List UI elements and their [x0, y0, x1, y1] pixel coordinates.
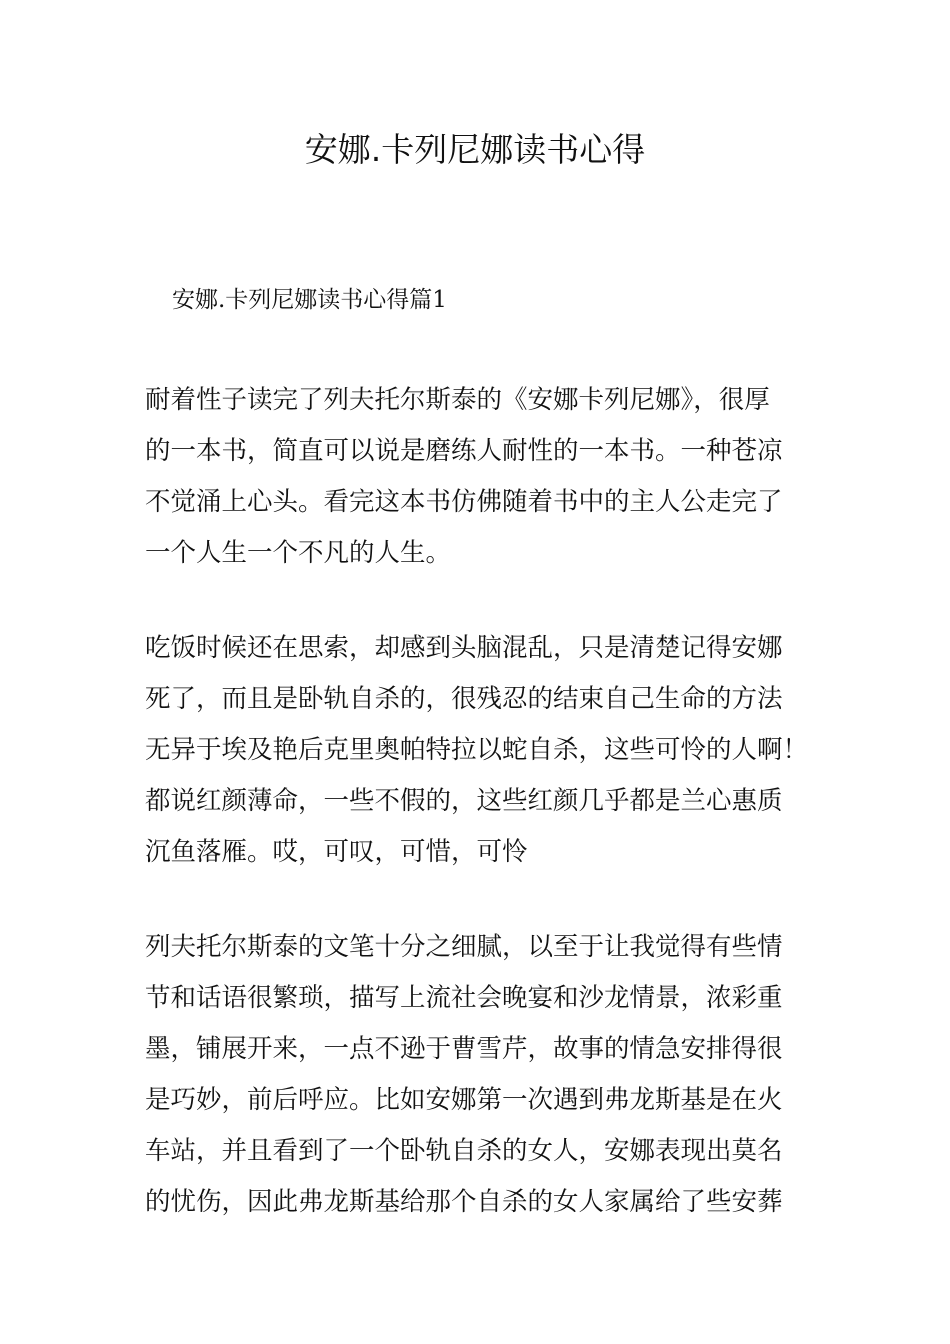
- paragraph-3: [145, 922, 810, 1228]
- paragraph-line: 节和话语很繁琐，描写上流社会晚宴和沙龙情景，浓彩重: [145, 983, 783, 1013]
- paragraph-line: 沉鱼落雁。哎，可叹，可惜，可怜: [145, 837, 528, 867]
- paragraph-2: [145, 623, 810, 878]
- paragraph-line: 无异于埃及艳后克里奥帕特拉以蛇自杀，这些可怜的人啊！: [145, 735, 809, 765]
- paragraph-1: [145, 375, 810, 579]
- paragraph-line: 一个人生一个不凡的人生。: [145, 538, 452, 568]
- paragraph-line: 吃饭时候还在思索，却感到头脑混乱，只是清楚记得安娜: [145, 633, 783, 663]
- paragraph-line: 都说红颜薄命，一些不假的，这些红颜几乎都是兰心惠质: [145, 786, 783, 816]
- paragraph-line: 列夫托尔斯泰的文笔十分之细腻，以至于让我觉得有些情: [145, 932, 783, 962]
- paragraph-line: 耐着性子读完了列夫托尔斯泰的《安娜卡列尼娜》，很厚: [145, 385, 770, 415]
- paragraph-line: 的一本书，简直可以说是磨练人耐性的一本书。一种苍凉: [145, 436, 783, 466]
- paragraph-line: 不觉涌上心头。看完这本书仿佛随着书中的主人公走完了: [145, 487, 783, 517]
- paragraph-line: 死了，而且是卧轨自杀的，很残忍的结束自己生命的方法: [145, 684, 783, 714]
- paragraph-line: 的忧伤，因此弗龙斯基给那个自杀的女人家属给了些安葬: [145, 1187, 783, 1217]
- section-heading: 安娜.卡列尼娜读书心得篇1: [172, 287, 447, 313]
- paragraph-line: 车站，并且看到了一个卧轨自杀的女人，安娜表现出莫名: [145, 1136, 783, 1166]
- paragraph-line: 墨，铺展开来，一点不逊于曹雪芹，故事的情急安排得很: [145, 1034, 783, 1064]
- paragraph-line: 是巧妙，前后呼应。比如安娜第一次遇到弗龙斯基是在火: [145, 1085, 783, 1115]
- document-title: 安娜.卡列尼娜读书心得: [304, 130, 646, 169]
